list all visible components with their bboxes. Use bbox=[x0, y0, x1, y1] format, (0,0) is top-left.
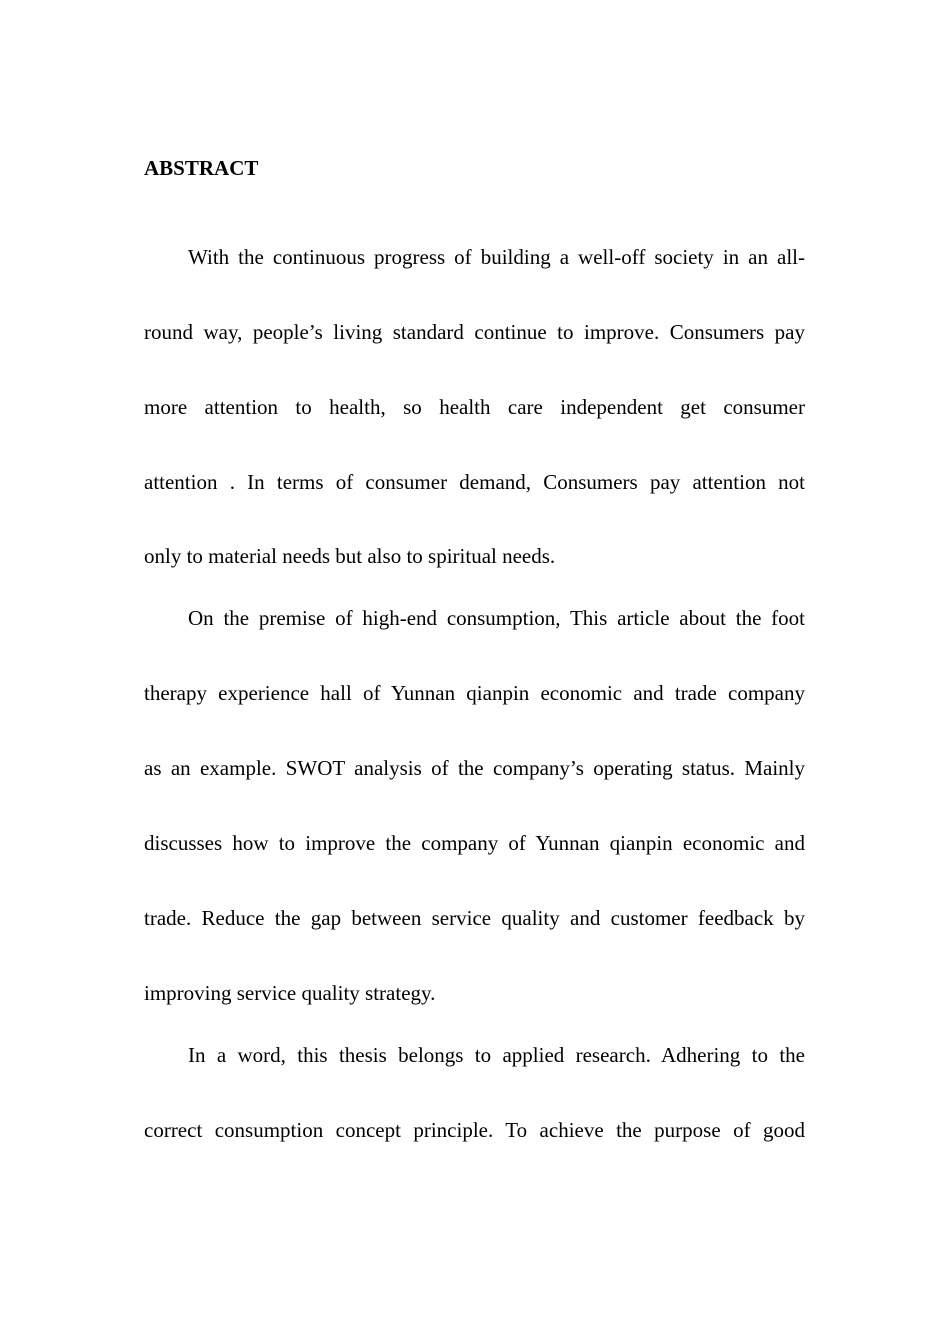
paragraph-3-line-1: In a word, this thesis belongs to applied research. Adhering to the bbox=[188, 1043, 805, 1067]
paragraph-1-line-3: more attention to health, so health care independent get consumer bbox=[144, 395, 805, 419]
paragraph-1-line-4: attention . In terms of consumer demand, Consumers pay attention not bbox=[144, 470, 805, 494]
paragraph-1-line-1: With the continuous progress of building a well-off society in an all- bbox=[188, 245, 805, 269]
paragraph-2-line-2: therapy experience hall of Yunnan qianpin economic and trade company bbox=[144, 681, 805, 705]
paragraph-2-line-3: as an example. SWOT analysis of the company’s operating status. Mainly bbox=[144, 756, 805, 780]
paragraph-2-line-1: On the premise of high-end consumption, This article about the foot bbox=[188, 606, 805, 630]
paragraph-2-line-5: trade. Reduce the gap between service quality and customer feedback by bbox=[144, 906, 805, 930]
paragraph-1-line-5: only to material needs but also to spiritual needs. bbox=[144, 544, 556, 568]
abstract-heading: ABSTRACT bbox=[144, 156, 259, 180]
paragraph-1-line-2: round way, people’s living standard continue to improve. Consumers pay bbox=[144, 320, 805, 344]
paragraph-3-line-2: correct consumption concept principle. To achieve the purpose of good bbox=[144, 1118, 805, 1142]
paragraph-2-line-6: improving service quality strategy. bbox=[144, 981, 436, 1005]
paragraph-2-line-4: discusses how to improve the company of Yunnan qianpin economic and bbox=[144, 831, 805, 855]
